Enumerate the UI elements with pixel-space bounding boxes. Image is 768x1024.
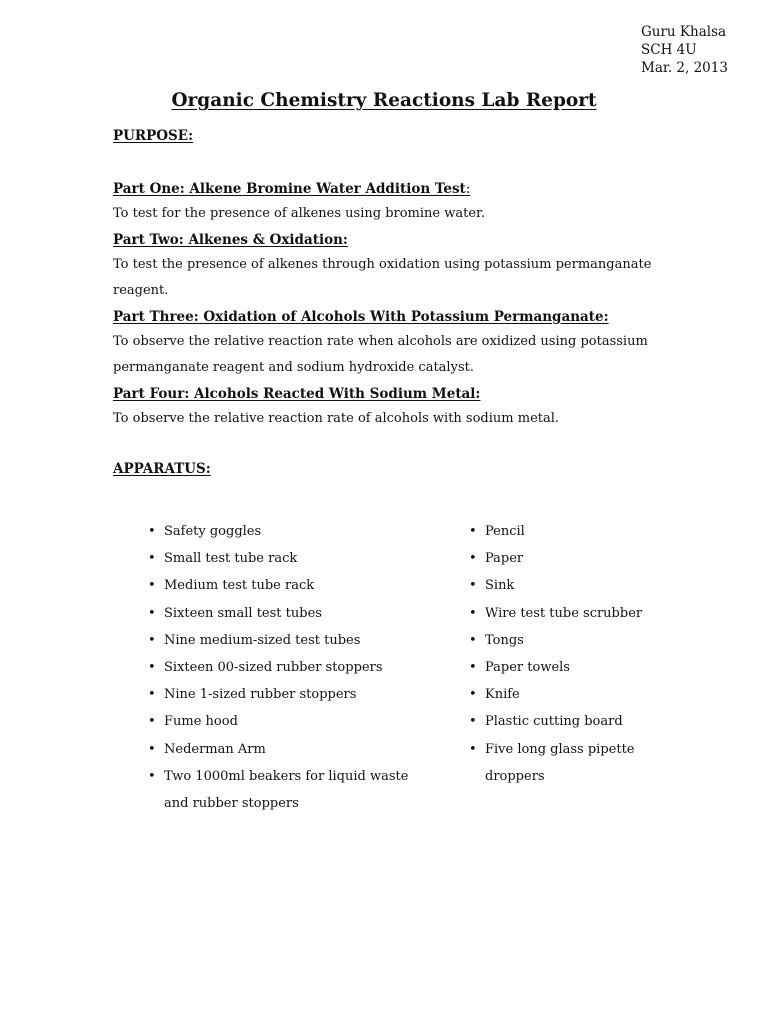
list-item	[469, 736, 669, 790]
report-date: Mar. 2, 2013	[641, 60, 728, 76]
apparatus-list-right	[469, 518, 669, 790]
list-item: • Safety goggles	[148, 518, 438, 545]
list-item-line-2: and rubber stoppers	[164, 796, 299, 812]
part-four-line-1: To observe the relative reaction rate of alcohols with sodium metal.	[113, 410, 560, 426]
list-item: • Paper	[469, 545, 669, 572]
purpose-part-three	[113, 307, 673, 382]
list-item-line-2: droppers	[485, 768, 545, 784]
list-item	[148, 763, 438, 817]
list-item: • Nine 1-sized rubber stoppers	[148, 681, 438, 708]
list-item: • Medium test tube rack	[148, 572, 438, 599]
list-item: • Small test tube rack	[148, 545, 438, 572]
part-two-line-1: To test the presence of alkenes through oxidation using potassium permanganate	[113, 256, 652, 272]
part-one-heading-suffix: :	[465, 181, 471, 197]
part-one-line-1: To test for the presence of alkenes using bromine water.	[113, 206, 485, 221]
part-one-description	[113, 201, 673, 228]
list-item: • Sixteen 00-sized rubber stoppers	[148, 654, 438, 681]
header-block	[641, 23, 728, 77]
part-four-description	[113, 406, 673, 433]
document-title: Organic Chemistry Reactions Lab Report	[171, 90, 597, 111]
part-four-heading: Part Four: Alcohols Reacted With Sodium Metal:	[113, 385, 481, 402]
list-item: • Wire test tube scrubber	[469, 600, 669, 627]
part-three-description	[113, 329, 673, 382]
part-one-heading-text: Part One: Alkene Bromine Water Addition Test	[113, 181, 466, 197]
list-item: • Sink	[469, 572, 669, 599]
author-name: Guru Khalsa	[641, 24, 727, 40]
part-two-line-2: reagent.	[113, 283, 169, 298]
list-item: • Nederman Arm	[148, 736, 438, 763]
list-item: • Sixteen small test tubes	[148, 600, 438, 627]
list-item: • Paper towels	[469, 654, 669, 681]
list-item-line-1: Five long glass pipette	[485, 741, 635, 757]
part-three-line-1: To observe the relative reaction rate when alcohols are oxidized using potassium	[113, 333, 648, 349]
purpose-part-two	[113, 230, 673, 305]
purpose-part-four	[113, 384, 673, 433]
purpose-heading: PURPOSE:	[113, 128, 194, 144]
list-item: • Plastic cutting board	[469, 708, 669, 735]
report-body	[113, 126, 673, 479]
apparatus-heading: APPARATUS:	[113, 461, 211, 477]
part-two-heading: Part Two: Alkenes & Oxidation:	[113, 231, 348, 248]
list-item: • Tongs	[469, 627, 669, 654]
apparatus-list-left	[148, 518, 438, 817]
list-item-line-1: Two 1000ml beakers for liquid waste	[164, 768, 409, 784]
purpose-part-one	[113, 179, 673, 228]
part-three-line-2: permanganate reagent and sodium hydroxide catalyst.	[113, 360, 474, 375]
part-one-heading	[113, 179, 673, 199]
part-two-description	[113, 252, 673, 305]
course-code: SCH 4U	[641, 42, 697, 58]
list-item: • Fume hood	[148, 708, 438, 735]
list-item: • Pencil	[469, 518, 669, 545]
part-three-heading: Part Three: Oxidation of Alcohols With Potassium Permanganate:	[113, 308, 609, 325]
list-item: • Nine medium-sized test tubes	[148, 627, 438, 654]
list-item: • Knife	[469, 681, 669, 708]
